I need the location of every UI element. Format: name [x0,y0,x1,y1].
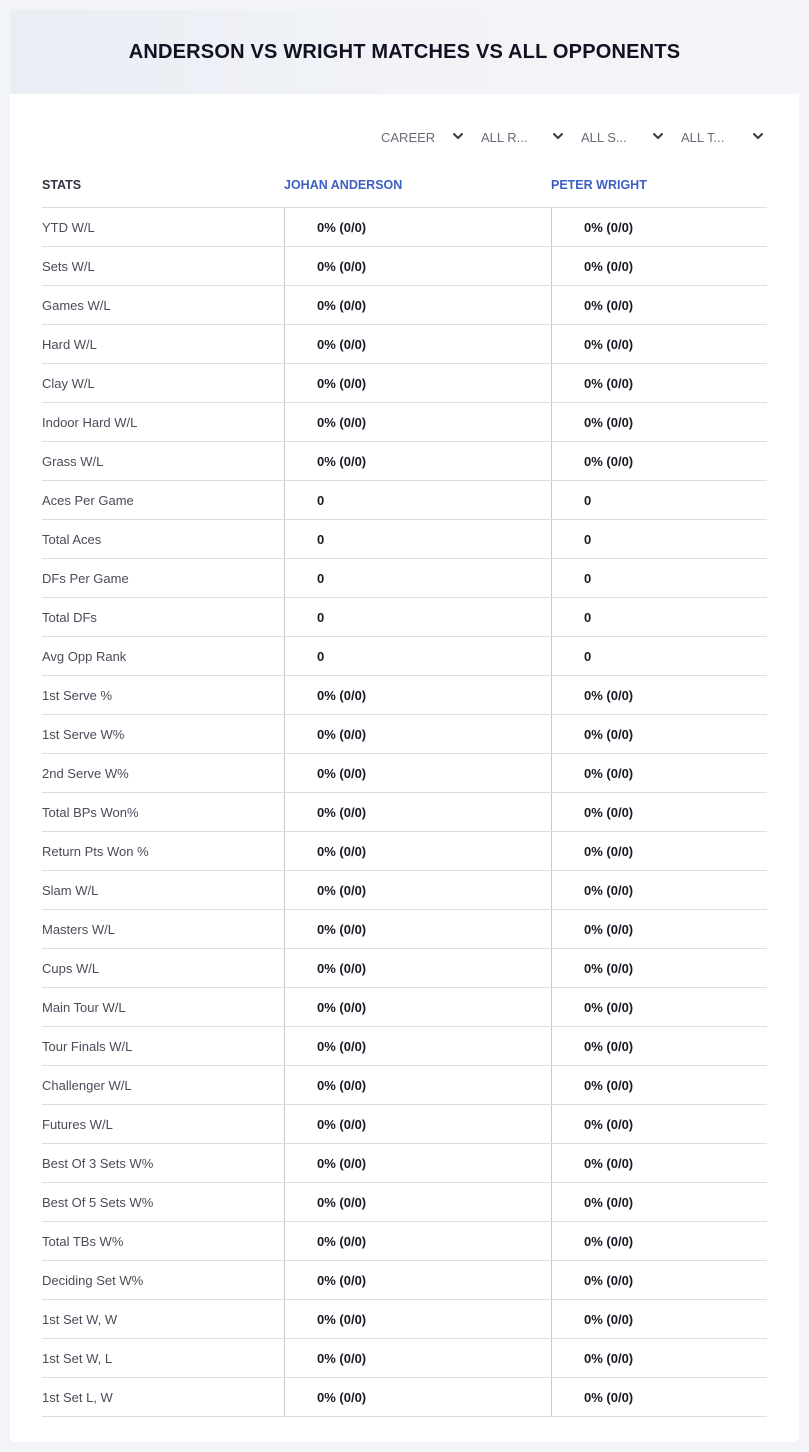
player1-value: 0% (0/0) [284,793,551,831]
player1-value: 0% (0/0) [284,1222,551,1260]
stat-label: DFs Per Game [42,570,129,586]
table-row [42,1378,767,1417]
stat-label: 1st Serve W% [42,726,125,742]
player1-value: 0% (0/0) [284,1339,551,1377]
filter-bar [367,126,767,148]
player1-value: 0% (0/0) [284,1144,551,1182]
player1-value: 0% (0/0) [284,1105,551,1143]
stat-label: Cups W/L [42,960,100,976]
player1-value: 0% (0/0) [284,286,551,324]
player2-value: 0% (0/0) [551,1144,767,1182]
player2-value: 0% (0/0) [551,1261,767,1299]
player1-value: 0 [284,481,551,519]
stat-label: 1st Set L, W [42,1389,113,1405]
player1-value: 0 [284,520,551,558]
stat-label: Tour Finals W/L [42,1038,133,1054]
filter-surface-select[interactable] [567,126,667,148]
table-row [42,481,767,520]
stat-label: Return Pts Won % [42,843,149,859]
stat-label: Deciding Set W% [42,1272,144,1288]
stats-column-header: STATS [42,177,82,192]
chevron-down-icon [651,129,665,143]
player1-value: 0% (0/0) [284,754,551,792]
player1-value: 0% (0/0) [284,871,551,909]
player2-value: 0% (0/0) [551,1339,767,1377]
stat-label: Sets W/L [42,258,95,274]
player1-value: 0% (0/0) [284,325,551,363]
stat-label: Total BPs Won% [42,804,139,820]
player2-value: 0% (0/0) [551,1066,767,1104]
table-row [42,793,767,832]
stat-label: Games W/L [42,297,111,313]
stat-label: 1st Serve % [42,687,113,703]
stat-label: Challenger W/L [42,1077,132,1093]
table-row [42,598,767,637]
stat-label: Clay W/L [42,375,95,391]
player1-value: 0% (0/0) [284,832,551,870]
player2-value: 0% (0/0) [551,442,767,480]
stat-label: Avg Opp Rank [42,648,127,664]
player1-value: 0% (0/0) [284,1300,551,1338]
chevron-down-icon [451,129,465,143]
table-row [42,1066,767,1105]
player2-value: 0% (0/0) [551,676,767,714]
stat-label: Slam W/L [42,882,99,898]
player2-value: 0% (0/0) [551,715,767,753]
player2-value: 0% (0/0) [551,286,767,324]
player1-value: 0% (0/0) [284,1378,551,1416]
stat-label: Masters W/L [42,921,115,937]
stat-label: YTD W/L [42,219,95,235]
player1-value: 0 [284,637,551,675]
player1-value: 0% (0/0) [284,364,551,402]
player2-value: 0% (0/0) [551,1183,767,1221]
player2-value: 0% (0/0) [551,1378,767,1416]
stat-label: Best Of 3 Sets W% [42,1155,154,1171]
stat-label: Total Aces [42,531,102,547]
player2-value: 0% (0/0) [551,1105,767,1143]
player1-value: 0% (0/0) [284,910,551,948]
card-header [10,10,799,94]
player1-value: 0% (0/0) [284,208,551,246]
table-row [42,208,767,247]
player2-value: 0% (0/0) [551,403,767,441]
stat-label: 1st Set W, W [42,1311,118,1327]
stats-card [10,10,799,1442]
filter-tournament-value: ALL T... [681,129,725,145]
table-row [42,676,767,715]
player2-value: 0% (0/0) [551,208,767,246]
stat-label: Grass W/L [42,453,104,469]
page-title: ANDERSON VS WRIGHT MATCHES VS ALL OPPONENTS [128,40,681,63]
player2-value: 0% (0/0) [551,871,767,909]
table-row [42,325,767,364]
player1-value: 0% (0/0) [284,1066,551,1104]
player1-value: 0% (0/0) [284,247,551,285]
table-row [42,1300,767,1339]
stat-label: Futures W/L [42,1116,113,1132]
player1-value: 0% (0/0) [284,403,551,441]
table-body [42,208,767,1417]
table-row [42,559,767,598]
stats-table [42,162,767,1417]
player2-value: 0% (0/0) [551,988,767,1026]
player2-value: 0% (0/0) [551,247,767,285]
player2-value: 0% (0/0) [551,793,767,831]
table-row [42,1183,767,1222]
player1-value: 0% (0/0) [284,1183,551,1221]
table-row [42,715,767,754]
table-row [42,1105,767,1144]
player2-value: 0% (0/0) [551,832,767,870]
filter-surface-value: ALL S... [581,129,627,145]
chevron-down-icon [751,129,765,143]
stat-label: Indoor Hard W/L [42,414,138,430]
chevron-down-icon [551,129,565,143]
player2-link[interactable]: PETER WRIGHT [551,177,647,192]
player2-value: 0 [551,637,767,675]
table-row [42,832,767,871]
table-row [42,403,767,442]
filter-period-value: CAREER [381,129,436,145]
player1-value: 0% (0/0) [284,676,551,714]
table-row [42,247,767,286]
stat-label: Best Of 5 Sets W% [42,1194,154,1210]
table-row [42,1339,767,1378]
player2-value: 0% (0/0) [551,1027,767,1065]
player2-value: 0 [551,481,767,519]
player1-value: 0% (0/0) [284,715,551,753]
player1-value: 0% (0/0) [284,988,551,1026]
player2-value: 0% (0/0) [551,910,767,948]
table-row [42,520,767,559]
player2-value: 0% (0/0) [551,949,767,987]
player2-value: 0 [551,598,767,636]
table-row [42,364,767,403]
stat-label: Total DFs [42,609,97,625]
table-row [42,871,767,910]
player2-value: 0 [551,559,767,597]
table-row [42,1261,767,1300]
table-row [42,910,767,949]
player1-value: 0 [284,559,551,597]
stat-label: Main Tour W/L [42,999,126,1015]
table-row [42,1144,767,1183]
player2-value: 0% (0/0) [551,325,767,363]
player2-value: 0% (0/0) [551,1222,767,1260]
player1-value: 0% (0/0) [284,949,551,987]
player1-value: 0 [284,598,551,636]
table-row [42,442,767,481]
table-header-row [42,162,767,208]
table-row [42,637,767,676]
filter-tournament-select[interactable] [667,126,767,148]
player2-value: 0% (0/0) [551,364,767,402]
stat-label: 2nd Serve W% [42,765,129,781]
table-row [42,1027,767,1066]
table-row [42,949,767,988]
player1-link[interactable]: JOHAN ANDERSON [284,177,403,192]
stat-label: Hard W/L [42,336,97,352]
filter-period-select[interactable] [367,126,467,148]
filter-round-select[interactable] [467,126,567,148]
table-row [42,1222,767,1261]
player2-value: 0% (0/0) [551,1300,767,1338]
player1-value: 0% (0/0) [284,1261,551,1299]
stat-label: Total TBs W% [42,1233,124,1249]
filter-round-value: ALL R... [481,129,528,145]
player2-value: 0 [551,520,767,558]
player1-value: 0% (0/0) [284,1027,551,1065]
player1-value: 0% (0/0) [284,442,551,480]
player2-value: 0% (0/0) [551,754,767,792]
table-row [42,754,767,793]
table-row [42,286,767,325]
stat-label: 1st Set W, L [42,1350,113,1366]
stat-label: Aces Per Game [42,492,134,508]
table-row [42,988,767,1027]
